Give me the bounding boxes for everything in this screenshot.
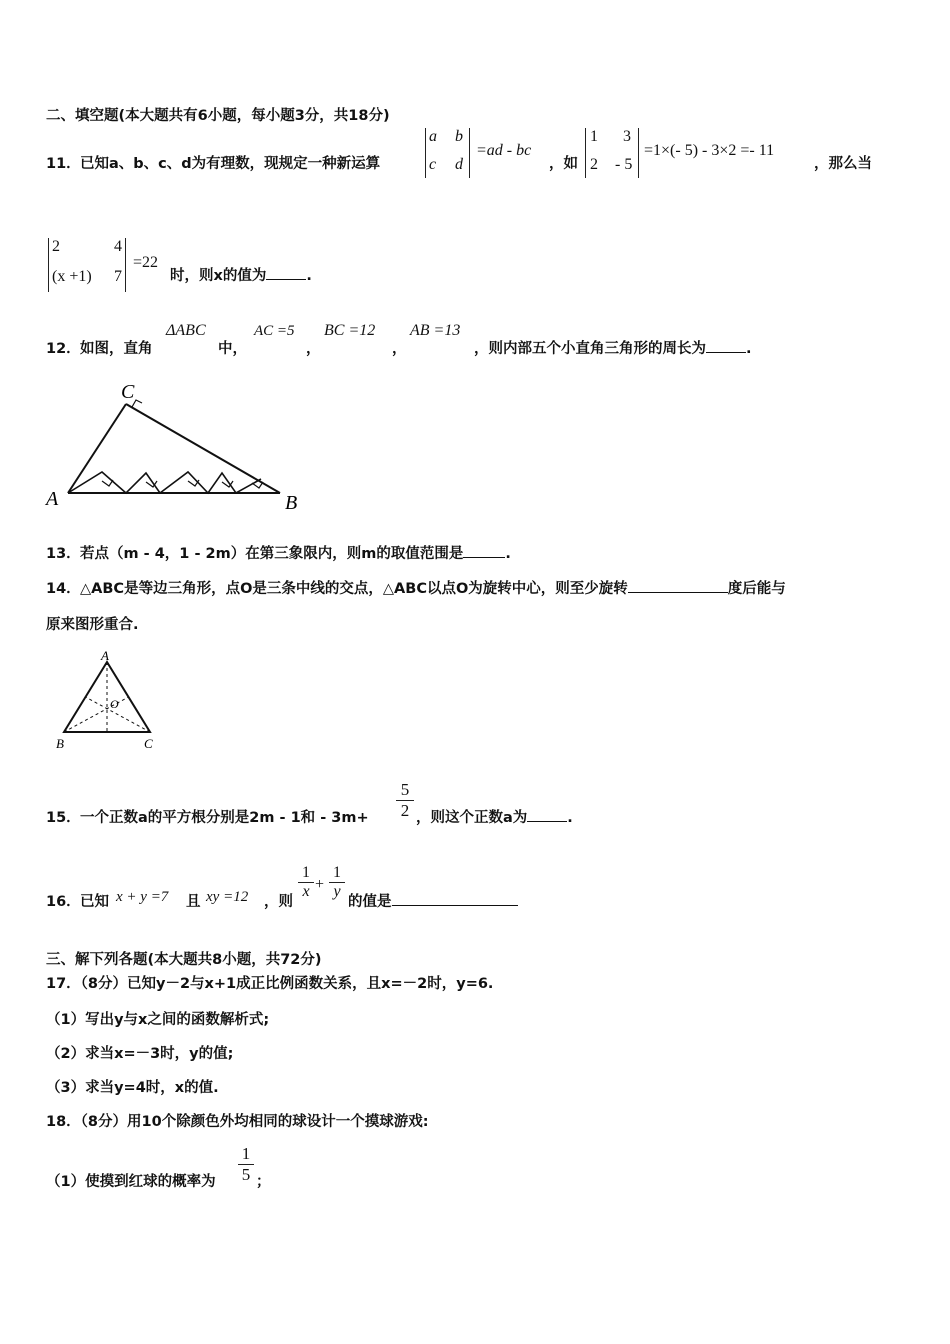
label-a: A (46, 488, 59, 510)
q14-tail: 度后能与 (727, 581, 786, 597)
q11-rule: =ad - bc (476, 142, 532, 159)
q11-end: . (306, 268, 312, 284)
q14-text (80, 577, 786, 598)
entry-b: b (455, 128, 463, 145)
entry-3: 3 (623, 128, 631, 145)
q12-figure (38, 376, 308, 516)
label-b: B (285, 492, 298, 514)
answer-blank[interactable] (527, 807, 567, 822)
answer-blank[interactable] (266, 265, 306, 280)
entry-4: 4 (114, 238, 122, 255)
label-b: B (56, 736, 64, 751)
q16-text2: 且 (186, 894, 201, 910)
q18-end: ； (256, 1174, 271, 1190)
entry-minus5: - 5 (615, 156, 633, 173)
q12-text3 (474, 337, 752, 358)
fraction-denominator: x (298, 882, 314, 901)
entry-c: c (429, 156, 437, 173)
q12-sep1: ， (306, 341, 321, 357)
answer-blank[interactable] (392, 891, 518, 906)
section-heading: 三、解下列各题(本大题共8小题，共72分) (46, 952, 322, 968)
fraction-numerator: 1 (302, 864, 310, 881)
q12-number: 12． (46, 341, 81, 357)
q16-fraction-1-over-y (329, 864, 345, 901)
fraction-numerator: 1 (241, 1144, 251, 1163)
q16-fraction-1-over-x (298, 864, 314, 901)
q11-mid: ，如 (549, 156, 578, 172)
q17-part2: （2）求当x=－3时，y的值; (46, 1046, 234, 1062)
q11-intro: 已知a、b、c、d为有理数，现规定一种新运算 (80, 156, 381, 172)
entry-2: 2 (52, 238, 60, 255)
entry-2: 2 (590, 156, 598, 173)
q17-stem: 17．（8分）已知y－2与x+1成正比例函数关系，且x=－2时，y=6. (46, 976, 494, 992)
side-bc (126, 404, 280, 493)
answer-blank[interactable] (706, 338, 746, 353)
q17-part3: （3）求当y=4时，x的值. (46, 1080, 219, 1096)
q14-number: 14． (46, 581, 81, 597)
q15-tail-text: ，则这个正数a为 (416, 810, 528, 826)
section-heading: 二、填空题(本大题共有6小题，每小题3分，共18分) (46, 108, 390, 124)
q14-text-inner: △ABC是等边三角形，点O是三条中线的交点，△ABC以点O为旋转中心，则至少旋转 (80, 581, 628, 597)
q16-text1: 已知 (80, 894, 109, 910)
q17-part1: （1）写出y与x之间的函数解析式; (46, 1012, 270, 1028)
q18-part1: （1）使摸到红球的概率为 (46, 1174, 216, 1190)
q11-ask (170, 264, 312, 285)
q16-eq2: xy =12 (206, 889, 249, 905)
label-c: C (121, 381, 135, 403)
q15-text: 一个正数a的平方根分别是2m - 1和 - 3m+ (80, 810, 369, 826)
q16-eq1: x + y =7 (116, 889, 169, 905)
q13-number: 13． (46, 546, 81, 562)
side-ac (68, 404, 126, 493)
q11-tail: ，那么当 (814, 156, 872, 172)
q15-number: 15． (46, 810, 81, 826)
q13-text (80, 542, 511, 563)
fraction-denominator: 2 (396, 800, 414, 821)
q13-text-inner: 若点（m - 4，1 - 2m）在第三象限内，则m的取值范围是 (80, 546, 464, 562)
fraction-numerator: 5 (400, 780, 410, 799)
entry-x-plus-1: (x +1) (52, 268, 92, 285)
q18-stem: 18．（8分）用10个除颜色外均相同的球设计一个摸球游戏: (46, 1114, 429, 1130)
q15-tail (416, 806, 573, 827)
q16-number: 16． (46, 894, 81, 910)
fraction-denominator: y (329, 882, 345, 901)
q12-sep2: ， (392, 341, 407, 357)
right-angle-marks (102, 400, 263, 488)
q16-plus: + (315, 876, 325, 893)
label-a: A (101, 648, 109, 663)
q11-number: 11． (46, 156, 81, 172)
label-c: C (144, 736, 153, 751)
q12-ab: AB =13 (410, 322, 461, 339)
q12-text1: 如图，直角 (80, 341, 153, 357)
q11-equals: =22 (133, 254, 159, 271)
fraction-numerator: 1 (333, 864, 341, 881)
answer-blank[interactable] (463, 543, 505, 558)
label-o: O (110, 697, 119, 711)
q15-end: . (567, 810, 573, 826)
q16-text4-inner: 的值是 (348, 894, 392, 910)
q14-line2: 原来图形重合. (46, 617, 139, 633)
entry-d: d (455, 156, 463, 173)
q15-fraction (396, 780, 414, 821)
q12-text2: 中， (218, 341, 247, 357)
q12-ac: AC =5 (254, 323, 295, 339)
q13-end: . (505, 546, 511, 562)
q16-text4 (348, 890, 518, 911)
q11-determinant-abcd (425, 128, 470, 178)
entry-a: a (429, 128, 437, 145)
q12-end: . (746, 341, 752, 357)
q11-determinant-question (48, 238, 126, 292)
q12-bc: BC =12 (324, 322, 376, 339)
q18-fraction (238, 1144, 254, 1185)
q16-text3: ，则 (264, 894, 293, 910)
answer-blank[interactable] (628, 578, 728, 593)
q14-figure (52, 646, 162, 754)
triangle-abc (64, 662, 150, 732)
q12-text3-inner: ，则内部五个小直角三角形的周长为 (474, 341, 706, 357)
entry-1: 1 (590, 128, 598, 145)
medians (64, 662, 150, 732)
q11-example: =1×(- 5) - 3×2 =- 11 (644, 142, 775, 159)
q12-triangle: ΔABC (166, 322, 206, 339)
entry-7: 7 (114, 268, 122, 285)
fraction-denominator: 5 (238, 1164, 254, 1185)
q11-determinant-example (585, 128, 639, 178)
q11-ask-text: 时，则x的值为 (170, 268, 267, 284)
